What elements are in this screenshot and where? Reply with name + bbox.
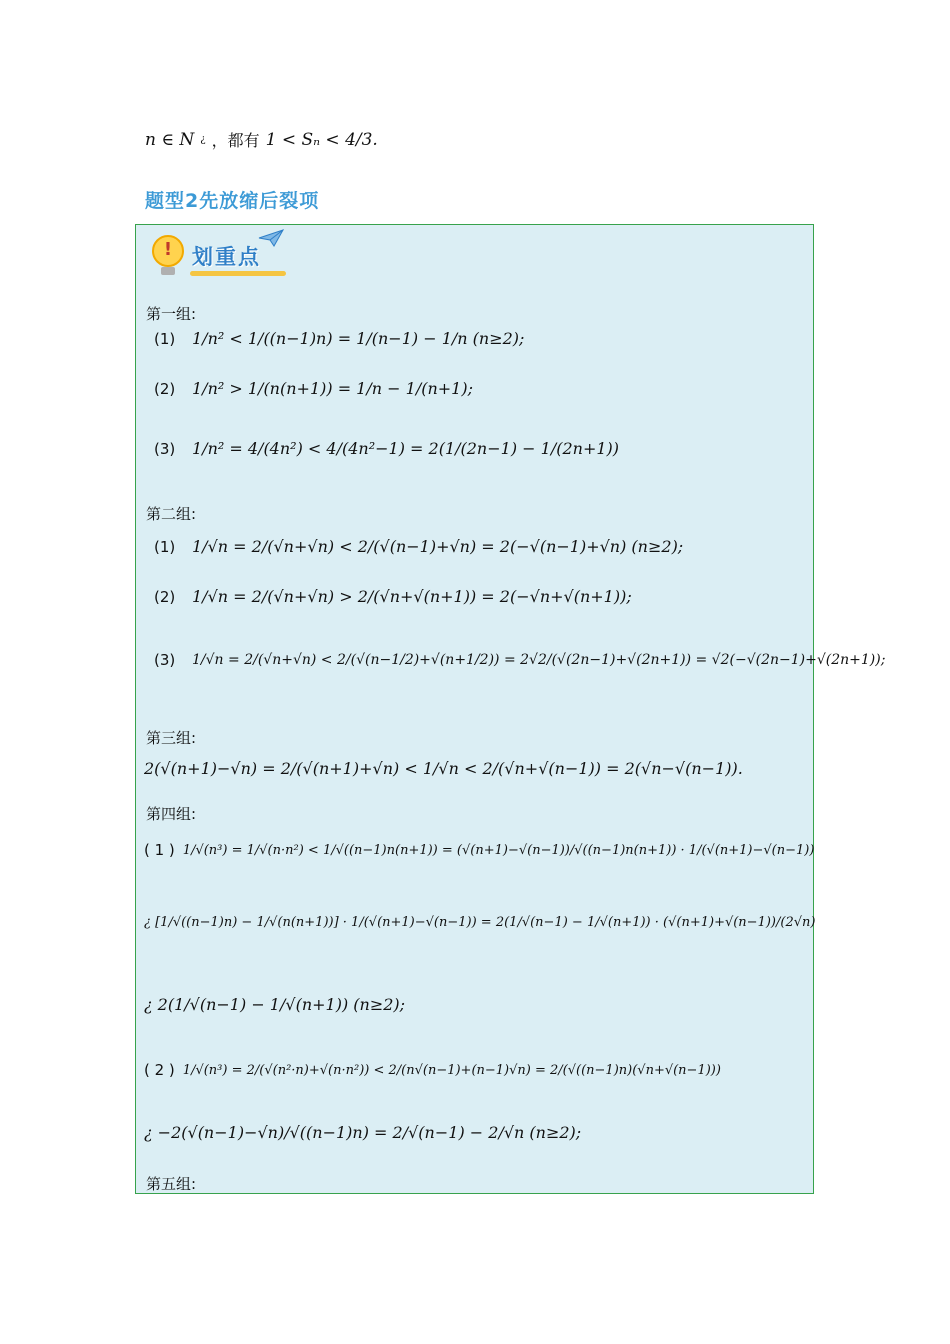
group2-item3-expr: 1/√n = 2/(√n+√n) < 2/(√(n−1/2)+√(n+1/2)) = 2√2/(√(2n−1)+√(2n+1)) = √2(−√(2n−1)+√(2n+1)); bbox=[192, 652, 886, 668]
group2-item3 bbox=[154, 651, 885, 669]
group1-item1-num: (1) bbox=[154, 329, 176, 348]
group2-item2-expr: 1/√n = 2/(√n+√n) > 2/(√n+√(n+1)) = 2(−√n+√(n+1)); bbox=[192, 587, 632, 606]
group1-item2-expr: 1/n² > 1/(n(n+1)) = 1/n − 1/(n+1); bbox=[192, 379, 473, 398]
group4-item1-line1 bbox=[144, 841, 814, 859]
group1-item1-expr: 1/n² < 1/((n−1)n) = 1/(n−1) − 1/n (n≥2); bbox=[192, 329, 525, 348]
group4-item2-line2 bbox=[144, 1123, 581, 1142]
group3-title: 第三组: bbox=[146, 729, 197, 747]
intro-expr: n ∈ N bbox=[145, 129, 195, 150]
group2-item1 bbox=[154, 537, 683, 556]
group2-title: 第二组: bbox=[146, 505, 197, 523]
group2-item2 bbox=[154, 587, 632, 606]
group3-expr: 2(√(n+1)−√n) = 2/(√(n+1)+√n) < 1/√n < 2/(√n+√(n−1)) = 2(√n−√(n−1)). bbox=[144, 759, 743, 778]
key-points-box bbox=[135, 224, 886, 1194]
group4-item2-num: ( 2 ) bbox=[144, 1061, 175, 1079]
group4-title: 第四组: bbox=[146, 805, 197, 823]
group3-expr-row bbox=[144, 759, 743, 778]
lightbulb-base-icon bbox=[161, 267, 175, 275]
group1-title: 第一组: bbox=[146, 305, 197, 323]
group2-item1-num: (1) bbox=[154, 537, 176, 556]
group1-item1 bbox=[154, 329, 524, 348]
group2-item3-num: (3) bbox=[154, 651, 176, 669]
group4-item1-line2 bbox=[144, 915, 815, 930]
badge-label: 划重点 bbox=[192, 245, 261, 269]
group4-item1-line3-expr: ¿ 2(1/√(n−1) − 1/√(n+1)) (n≥2); bbox=[144, 995, 406, 1014]
group4-item2-line2-expr: ¿ −2(√(n−1)−√n)/√((n−1)n) = 2/√(n−1) − 2/√n (n≥2); bbox=[144, 1123, 582, 1142]
intro-sup: ¿ bbox=[200, 134, 206, 145]
group1-item3-num: (3) bbox=[154, 439, 176, 458]
group1-item3 bbox=[154, 439, 619, 458]
group4-item2-line1-expr: 1/√(n³) = 2/(√(n²·n)+√(n·n²)) < 2/(n√(n−1)+(n−1)√n) = 2/(√((n−1)n)(√n+√(n−1))) bbox=[182, 1062, 721, 1078]
paper-plane-icon bbox=[258, 229, 284, 247]
group1-item3-expr: 1/n² = 4/(4n²) < 4/(4n²−1) = 2(1/(2n−1) − 1/(2n+1)) bbox=[192, 439, 620, 458]
group1-item2 bbox=[154, 379, 473, 398]
key-points-badge bbox=[146, 227, 290, 281]
group4-item1-line1-expr: 1/√(n³) = 1/√(n·n²) < 1/√((n−1)n(n+1)) = (√(n+1)−√(n−1))/√((n−1)n(n+1)) · 1/(√(n+1)−√(n−1)) bbox=[182, 842, 815, 858]
group2-item1-expr: 1/√n = 2/(√n+√n) < 2/(√(n−1)+√n) = 2(−√(n−1)+√n) (n≥2); bbox=[192, 537, 684, 556]
intro-line bbox=[145, 128, 378, 151]
group4-item1-line2-expr: ¿ [1/√((n−1)n) − 1/√(n(n+1))] · 1/(√(n+1)−√(n−1)) = 2(1/√(n−1) − 1/√(n+1)) · (√(n+1)+√(n−1))/(2√n) bbox=[144, 915, 816, 930]
group5-title: 第五组: bbox=[146, 1175, 197, 1193]
group4-item1-line3 bbox=[144, 995, 405, 1014]
badge-underline bbox=[190, 271, 286, 276]
group1-item2-num: (2) bbox=[154, 379, 176, 398]
group4-item1-num: ( 1 ) bbox=[144, 841, 175, 859]
lightbulb-icon bbox=[152, 235, 184, 267]
section-title: 题型2先放缩后裂项 bbox=[145, 190, 320, 212]
group4-item2-line1 bbox=[144, 1061, 721, 1079]
group2-item2-num: (2) bbox=[154, 587, 176, 606]
intro-text: ，都有 bbox=[211, 131, 260, 150]
intro-inequality: 1 < Sₙ < 4/3. bbox=[265, 129, 378, 150]
